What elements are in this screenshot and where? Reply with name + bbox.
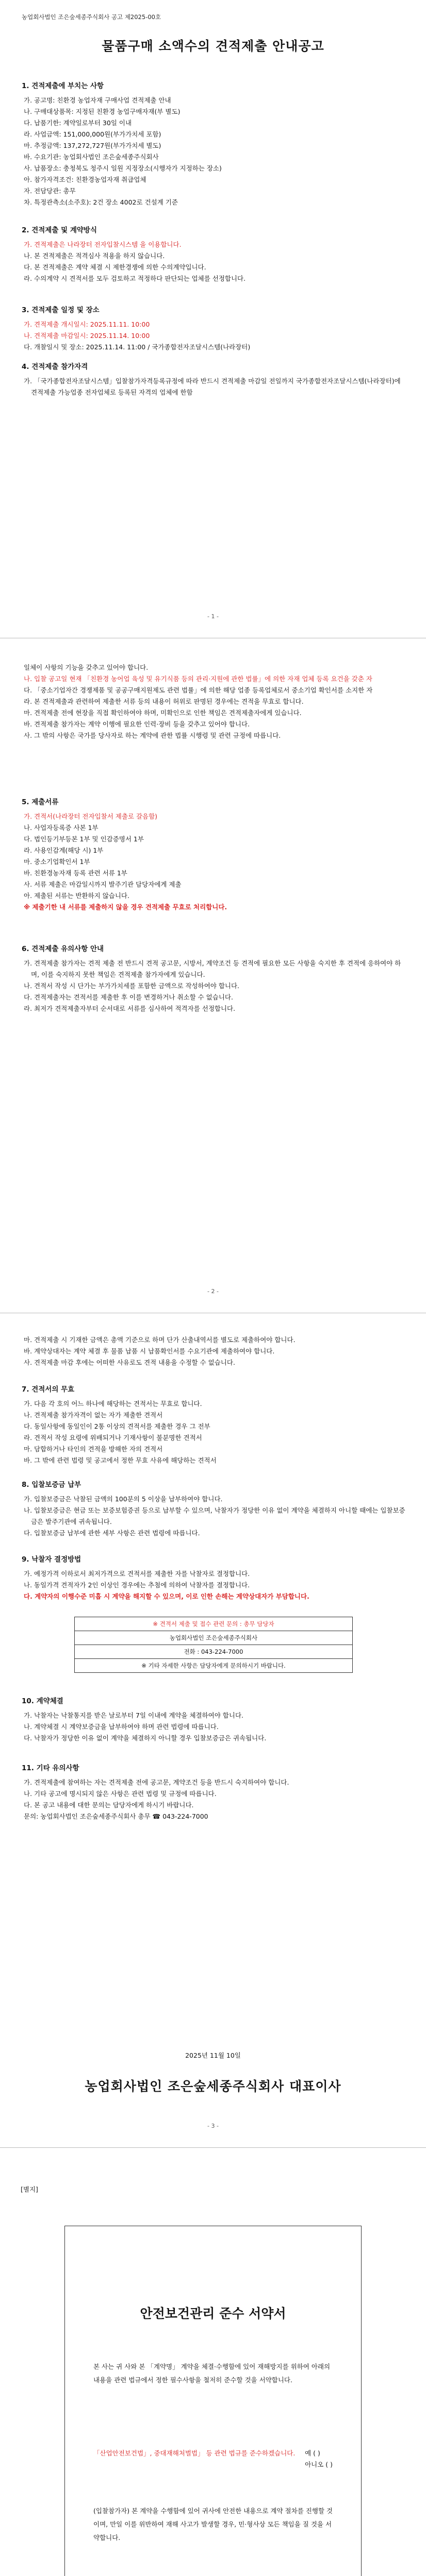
list-item: 바. 친환경농자재 등록 관련 서류 1부 [24, 869, 127, 877]
section-heading: 2. 견적제출 및 계약방식 [22, 226, 97, 234]
list-item: 가. 견적제출에 참여하는 자는 견적제출 전에 공고문, 계약조건 등을 반드시 숙지하여야 합니다. [24, 1778, 289, 1786]
pledge-form [64, 2226, 362, 2576]
section-10 [22, 1695, 405, 1744]
list-item: 아. 참가자격조건: 친환경농업자재 취급업체 [24, 176, 146, 183]
table-row [75, 1659, 353, 1673]
notice-title: 물품구매 소액수의 견적제출 안내공고 [102, 39, 324, 54]
list-item: 다. 개찰일시 및 장소: 2025.11.14. 11:00 / 국가종합전자조달시스템(나라장터) [24, 343, 251, 351]
form-title: 안전보건관리 준수 서약서 [140, 2306, 286, 2321]
section-heading: 6. 견적제출 유의사항 안내 [22, 945, 104, 953]
pledge-body [93, 2360, 333, 2387]
list-item: 나. 입찰 공고일 현재 「친환경 농어업 육성 및 유기식품 등의 관리·지원에 관한 법률」에 의한 자재 업체 등록 요건을 갖춘 자 [24, 675, 372, 683]
section-heading: 4. 견적제출 참가자격 [22, 363, 88, 371]
pledge-paragraph: (입찰참가자) 본 계약을 수행함에 있어 귀사에 안전한 내용으로 계약 절차를 진행할 것이며, 만일 이를 위반하여 재해 사고가 발생할 경우, 민·형사상 모든 책임을 질 것을 서약합니다. [93, 2507, 333, 2541]
table-row [75, 1617, 353, 1631]
list-item: 아. 제출된 서류는 반환하지 않습니다. [24, 892, 129, 900]
list-item: 다. 동일사항에 동일인이 2통 이상의 견적서를 제출한 경우 그 전부 [24, 1422, 210, 1430]
table-cell: 농업회사법인 조은숲세종주식회사 [75, 1631, 353, 1645]
section-heading: 7. 견적서의 무효 [22, 1385, 75, 1394]
list-item: 라. 최저가 견적제출자부터 순서대로 서류를 심사하여 적격자를 선정합니다. [24, 1005, 236, 1012]
list-item: 다. 낙찰자가 정당한 이유 없이 계약을 체결하지 아니할 경우 입찰보증금은 귀속됩니다. [24, 1734, 267, 1742]
list-item: 가. 견적서(나라장터 전자입찰서 제출로 갈음함) [24, 812, 158, 820]
list-item: 나. 계약체결 시 계약보증금을 납부하여야 하며 관련 법령에 따릅니다. [24, 1723, 219, 1731]
notice-number: 농업회사법인 조은숲세종주식회사 공고 제2025-00호 [22, 13, 161, 21]
section-6-continued [22, 1334, 405, 1368]
list-item: 나. 사업자등록증 사본 1부 [24, 824, 99, 832]
list-item: 가. 견적제출은 나라장터 전자입찰시스템 을 이용합니다. [24, 241, 182, 248]
list-item: 바. 수요기관: 농업회사법인 조은숲세종주식회사 [24, 153, 159, 161]
section-heading: 5. 제출서류 [22, 798, 59, 806]
table-row [75, 1631, 353, 1645]
table-row [75, 1645, 353, 1659]
list-item: 라. 사용인감계(해당 시) 1부 [24, 846, 104, 854]
notice-page-2 [0, 644, 426, 1319]
list-item: 마. 견적제출 전에 현장을 직접 확인하여야 하며, 미확인으로 인한 책임은 견적제출자에게 있습니다. [24, 709, 302, 717]
list-item: 차. 특정관측소(소주호): 2건 장소 4002로 건설계 기준 [24, 198, 178, 206]
section-11 [22, 1762, 405, 1822]
list-item: 사. 그 밖의 사항은 국가를 당사자로 하는 계약에 관한 법률 시행령 및 관련 규정에 따릅니다. [24, 732, 281, 739]
warning-note: ※ 제출기한 내 서류를 제출하지 않을 경우 견적제출 무효로 처리합니다. [24, 903, 227, 911]
section-4-continued [22, 662, 405, 741]
list-item: 나. 동일가격 견적자가 2인 이상인 경우에는 추첨에 의하여 낙찰자를 결정합니다. [24, 1581, 250, 1589]
list-item: 가. 낙찰자는 낙찰통지를 받은 날로부터 7일 이내에 계약을 체결하여야 합니다. [24, 1711, 243, 1719]
law-note: 「산업안전보건법」, 중대재해처벌법」 등 관련 법규를 준수하겠습니다. [93, 2449, 296, 2457]
check-options [305, 2448, 333, 2470]
list-item: 가. 견적제출 개시일시: 2025.11.11. 10:00 [24, 320, 150, 328]
list-item: 다. 견적제출자는 견적서를 제출한 후 이를 변경하거나 취소할 수 없습니다. [24, 993, 233, 1001]
table-cell: ※ 기타 자세한 사항은 담당자에게 문의하시기 바랍니다. [75, 1659, 353, 1673]
check-yes[interactable]: 예 ( ) [305, 2449, 320, 2457]
list-item: 다. 「중소기업자간 경쟁제품 및 공공구매지원제도 관련 법률」에 의한 해당 업종 등록업체로서 중소기업 확인서를 소지한 자 [24, 686, 373, 694]
attachment-label: [별지] [21, 2185, 38, 2193]
list-item: 바. 견적제출 참가자는 계약 이행에 필요한 인력·장비 등을 갖추고 있어야 합니다. [24, 720, 250, 728]
section-heading: 8. 입찰보증금 납부 [22, 1481, 81, 1489]
section-heading: 9. 낙찰자 결정방법 [22, 1555, 81, 1564]
pledge-check [93, 2448, 333, 2468]
list-item: 나. 기타 공고에 명시되지 않은 사항은 관련 법령 및 규정에 따릅니다. [24, 1790, 217, 1798]
section-heading: 3. 견적제출 일정 및 장소 [22, 306, 100, 314]
list-item: 일체이 사항의 기능을 갖추고 있어야 합니다. [24, 664, 149, 671]
list-item: 라. 수의계약 시 견적서를 모두 검토하고 적정하다 판단되는 업체를 선정합니다. [24, 275, 246, 282]
contact-line: 문의: 농업회사법인 조은숲세종주식회사 총무 ☎ 043-224-7000 [24, 1812, 208, 1820]
section-7 [22, 1383, 405, 1466]
list-item: 마. 담합하거나 타인의 견적을 방해한 자의 견적서 [24, 1445, 163, 1453]
list-item: 마. 중소기업확인서 1부 [24, 858, 90, 866]
page-number: - 2 - [207, 1288, 219, 1295]
list-item: 나. 견적제출 참가자격이 없는 자가 제출한 견적서 [24, 1411, 163, 1419]
notice-page-1 [0, 0, 426, 644]
section-3 [22, 304, 405, 353]
attachment-page [0, 2154, 426, 2576]
list-item: 가. 입찰보증금은 낙찰된 금액의 100분의 5 이상을 납부하여야 합니다. [24, 1495, 223, 1503]
section-1 [22, 80, 405, 208]
signer-name: 농업회사법인 조은숲세종주식회사 대표이사 [85, 2079, 341, 2094]
list-item: 나. 견적서 작성 시 단가는 부가가치세를 포함한 금액으로 작성하여야 합니다. [24, 982, 240, 990]
section-9 [22, 1553, 405, 1602]
list-item: 사. 납품장소: 충청북도 청주시 일원 지정장소(시행자가 지정하는 장소) [24, 164, 222, 172]
list-item: 라. 본 견적제출과 관련하여 제출한 서류 등의 내용이 허위로 판명된 경우에는 견적을 무효로 합니다. [24, 698, 304, 705]
page-number: - 1 - [207, 613, 219, 620]
contact-table-wrap [22, 1613, 405, 1677]
list-item: 바. 계약상대자는 계약 체결 후 물품 납품 시 납품확인서를 수요기관에 제출하여야 합니다. [24, 1347, 275, 1355]
list-item: 나. 입찰보증금은 현금 또는 보증보험증권 등으로 납부할 수 있으며, 낙찰자가 정당한 이유 없이 계약을 체결하지 아니할 때에는 입찰보증금은 발주기관에 귀속됩니다. [24, 1506, 405, 1526]
list-item: 사. 서류 제출은 마감일시까지 발주기관 담당자에게 제출 [24, 880, 182, 888]
list-item: 다. 입찰보증금 납부에 관한 세부 사항은 관련 법령에 따릅니다. [24, 1529, 200, 1537]
list-item: 사. 견적제출 마감 후에는 어떠한 사유로도 견적 내용을 수정할 수 없습니다. [24, 1359, 235, 1366]
list-item: 바. 그 밖에 관련 법령 및 공고에서 정한 무효 사유에 해당하는 견적서 [24, 1456, 217, 1464]
list-item: 자. 전담당관: 총무 [24, 187, 76, 195]
table-cell: 전화 : 043-224-7000 [75, 1645, 353, 1659]
list-item: 가. 견적제출 참가자는 견적 제출 전 반드시 견적 공고문, 시방서, 계약조건 등 견적에 필요한 모든 사항을 숙지한 후 견적에 응하여야 하며, 이를 숙지하지 못한 책임은 견적제출 참가자에게 있습니다. [24, 959, 401, 978]
table-cell: ※ 견적서 제출 및 접수 관련 문의 : 총무 담당자 [75, 1617, 353, 1631]
section-heading: 11. 기타 유의사항 [22, 1764, 79, 1772]
contact-table [74, 1617, 353, 1673]
list-item: 가. 다음 각 호의 어느 하나에 해당하는 견적서는 무효로 합니다. [24, 1400, 202, 1408]
list-item: 가. 예정가격 이하로서 최저가격으로 견적서를 제출한 자를 낙찰자로 결정합니다. [24, 1570, 250, 1578]
pledge-body-2 [93, 2504, 333, 2545]
section-heading: 1. 견적제출에 부치는 사항 [22, 82, 104, 90]
notice-date: 2025년 11월 10일 [185, 2052, 241, 2059]
list-item: 마. 추정금액: 137,272,727원(부가가치세 별도) [24, 142, 161, 149]
section-4 [22, 361, 405, 398]
list-item: 나. 본 견적제출은 적격심사 적용을 하지 않습니다. [24, 252, 165, 260]
notice-page-3 [0, 1319, 426, 2154]
list-item: 다. 법인등기부등본 1부 및 인감증명서 1부 [24, 835, 144, 843]
section-5 [22, 796, 405, 913]
list-item: 나. 구매대상품목: 지정된 친환경 농업구매자재(부 별도) [24, 108, 181, 115]
page-number: - 3 - [207, 2123, 219, 2129]
list-item: 나. 견적제출 마감일시: 2025.11.14. 10:00 [24, 332, 150, 340]
section-8 [22, 1479, 405, 1539]
list-item: 다. 본 견적제출은 계약 체결 시 제한경쟁에 의한 수의계약입니다. [24, 263, 206, 271]
warning-note: 다. 계약자의 이행수준 미흡 시 계약을 해지할 수 있으며, 이로 인한 손해는 계약상대자가 부담합니다. [24, 1592, 309, 1600]
list-item: 라. 견적서 작성 요령에 위배되거나 기재사항이 불분명한 견적서 [24, 1434, 202, 1442]
list-item: 가. 「국가종합전자조달시스템」입찰참가자격등록규정에 따라 반드시 견적제출 마감일 전일까지 국가종합전자조달시스템(나라장터)에 견적제출 가능업종 전자업체로 등록된 자격의 업체에 한함 [24, 377, 401, 396]
section-heading: 10. 계약체결 [22, 1697, 63, 1705]
section-2 [22, 224, 405, 284]
list-item: 다. 납품기한: 계약일로부터 30일 이내 [24, 119, 132, 127]
pledge-paragraph: 본 사는 귀 사와 본 「계약명」 계약을 체결·수행함에 있어 재해방지를 위하여 아래의 내용을 관련 법규에서 정한 필수사항을 철저히 준수할 것을 서약합니다. [93, 2363, 331, 2384]
check-no[interactable]: 아니오 ( ) [305, 2461, 333, 2468]
list-item: 다. 본 공고 내용에 대한 문의는 담당자에게 하시기 바랍니다. [24, 1801, 194, 1809]
page-divider [0, 2147, 426, 2148]
list-item: 마. 견적제출 시 기재한 금액은 총액 기준으로 하며 단가 산출내역서를 별도로 제출하여야 합니다. [24, 1336, 296, 1344]
section-6 [22, 943, 405, 1014]
list-item: 라. 사업금액: 151,000,000원(부가가치세 포함) [24, 130, 161, 138]
list-item: 가. 공고명: 친환경 농업자재 구매사업 견적제출 안내 [24, 96, 171, 104]
